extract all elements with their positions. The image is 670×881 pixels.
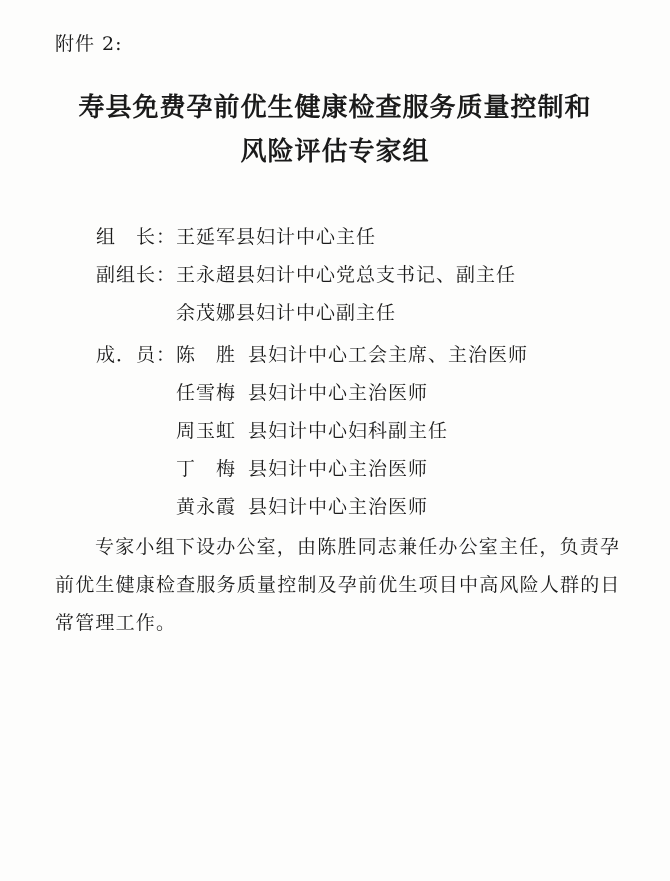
member-row-4 [176,454,428,481]
member-name-3: 周玉虹 [176,420,237,442]
title-line-1: 寿县免费孕前优生健康检查服务质量控制和 [78,93,592,123]
leader-label: 组 长： [96,226,177,248]
document-title [0,86,670,174]
member-row-2 [176,378,428,405]
deputy-text-2: 余茂娜县妇计中心副主任 [176,302,397,324]
deputy-text-1: 王永超县妇计中心党总支书记、副主任 [176,264,517,286]
members-label: 成．员： [96,344,177,366]
member-role-1: 县妇计中心工会主席、主治医师 [248,344,529,366]
deputy-label: 副组长： [96,264,177,286]
attachment-label: 附件 2: [55,33,123,55]
member-role-3: 县妇计中心妇科副主任 [248,420,449,442]
title-line-2: 风险评估专家组 [240,137,430,167]
member-name-5: 黄永霞 [176,496,237,518]
leader-row [96,222,376,249]
office-paragraph: 专家小组下设办公室，由陈胜同志兼任办公室主任，负责孕前优生健康检查服务质量控制及孕前优生项目中高风险人群的日常管理工作。 [55,536,621,634]
member-row-3 [176,416,448,443]
deputy-row-2 [176,298,396,325]
deputy-row-1 [96,260,516,287]
member-name-4: 丁 梅 [176,458,237,480]
leader-text: 王延军县妇计中心主任 [176,226,377,248]
member-role-4: 县妇计中心主治医师 [248,458,429,480]
member-role-5: 县妇计中心主治医师 [248,496,429,518]
member-row-5 [176,492,428,519]
member-row-1 [96,340,528,367]
member-name-2: 任雪梅 [176,382,237,404]
member-role-2: 县妇计中心主治医师 [248,382,429,404]
member-name-1: 陈 胜 [176,344,237,366]
